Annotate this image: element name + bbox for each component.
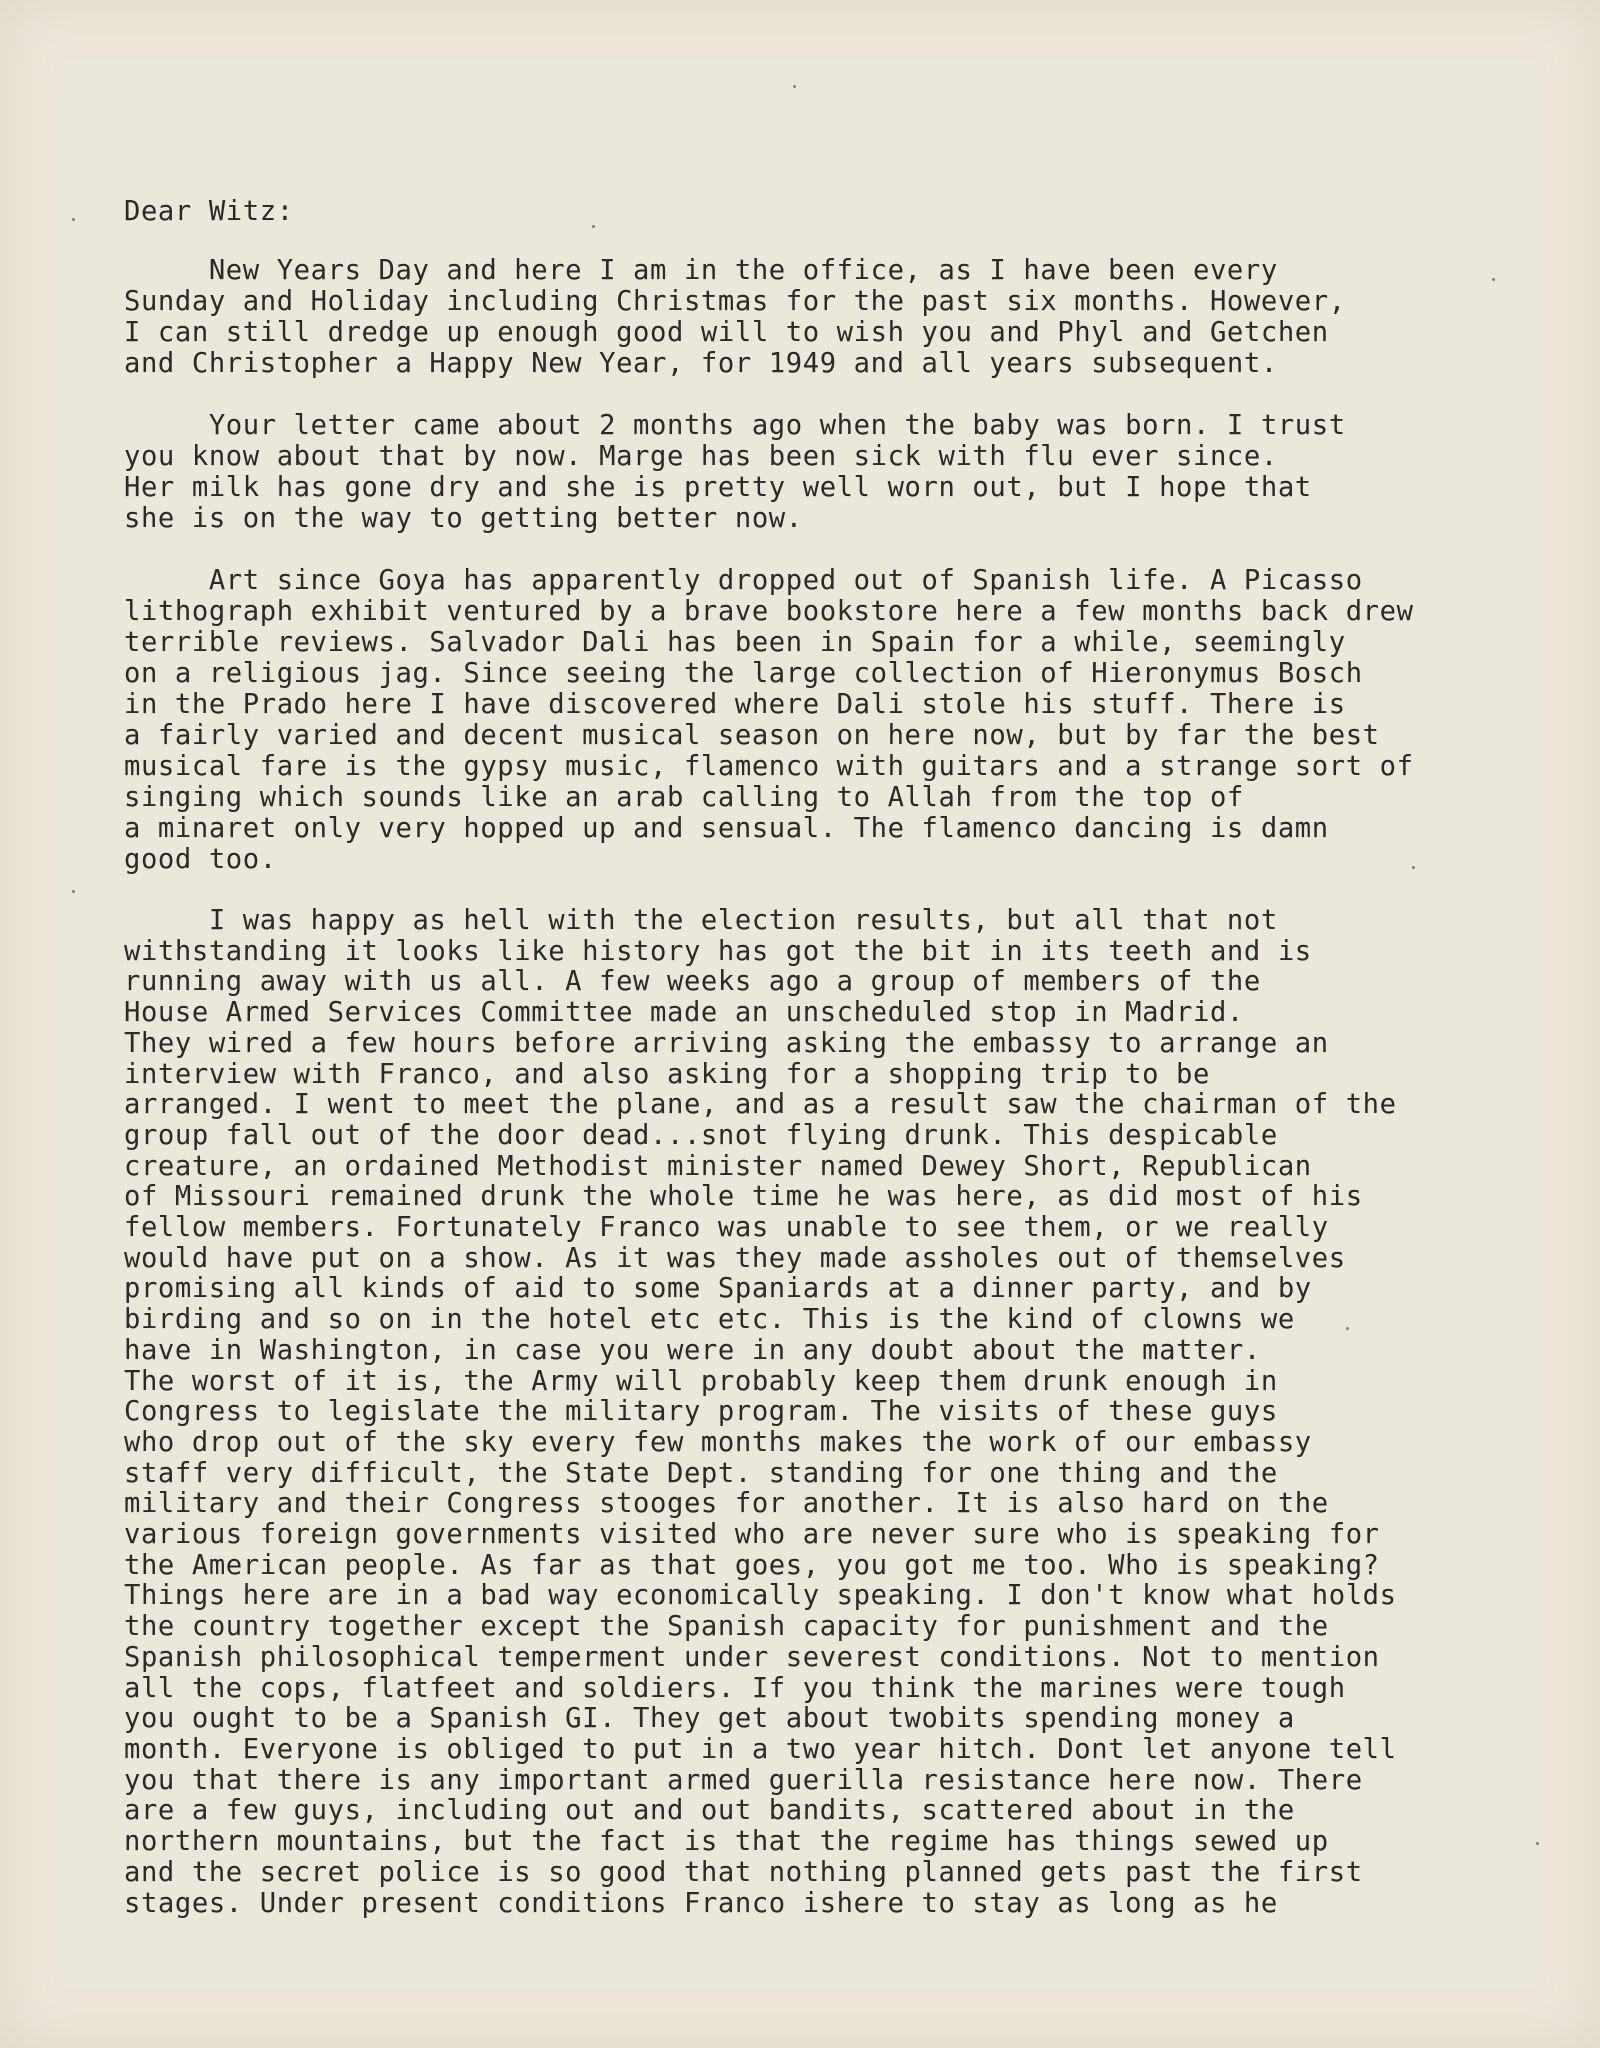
text-line: are a few guys, including out and out bandits, scattered about in the	[124, 1795, 1295, 1827]
text-line: Congress to legislate the military program. The visits of these guys	[124, 1396, 1278, 1428]
text-line: The worst of it is, the Army will probably keep them drunk enough in	[124, 1365, 1278, 1397]
paper-speck	[793, 85, 796, 88]
text-line: creature, an ordained Methodist minister named Dewey Short, Republican	[124, 1150, 1312, 1182]
text-line: in the Prado here I have discovered where Dali stole his stuff. There is	[124, 689, 1346, 720]
text-line: Spanish philosophical temperment under severest conditions. Not to mention	[124, 1641, 1380, 1673]
text-line: Her milk has gone dry and she is pretty well worn out, but I hope that	[124, 472, 1312, 503]
text-line: you ought to be a Spanish GI. They get about twobits spending money a	[124, 1703, 1295, 1735]
letter-body	[124, 196, 1544, 1919]
text-line: and the secret police is so good that nothing planned gets past the first	[124, 1856, 1363, 1888]
text-line: on a religious jag. Since seeing the large collection of Hieronymus Bosch	[124, 658, 1363, 689]
text-line: all the cops, flatfeet and soldiers. If you think the marines were tough	[124, 1672, 1346, 1704]
text-line: lithograph exhibit ventured by a brave bookstore here a few months back drew	[124, 596, 1414, 627]
text-line: running away with us all. A few weeks ago a group of members of the	[124, 966, 1261, 998]
paragraph-art	[124, 565, 1544, 875]
text-line: and Christopher a Happy New Year, for 1949 and all years subsequent.	[124, 348, 1278, 379]
text-line: withstanding it looks like history has got the bit in its teeth and is	[124, 935, 1312, 967]
text-line: Sunday and Holiday including Christmas for the past six months. However,	[124, 286, 1346, 317]
text-line: I was happy as hell with the election results, but all that not	[124, 905, 1278, 936]
text-line: you that there is any important armed guerilla resistance here now. There	[124, 1764, 1363, 1796]
text-line: stages. Under present conditions Franco ishere to stay as long as he	[124, 1887, 1278, 1919]
paragraph-baby	[124, 410, 1544, 534]
paragraph-election	[124, 906, 1544, 1919]
text-line: northern mountains, but the fact is that the regime has things sewed up	[124, 1826, 1329, 1858]
text-line: the American people. As far as that goes, you got me too. Who is speaking?	[124, 1549, 1380, 1581]
text-line: Art since Goya has apparently dropped out of Spanish life. A Picasso	[124, 565, 1363, 596]
text-line: birding and so on in the hotel etc etc. This is the kind of clowns we	[124, 1304, 1295, 1336]
text-line: have in Washington, in case you were in any doubt about the matter.	[124, 1334, 1261, 1366]
text-line: a minaret only very hopped up and sensual. The flamenco dancing is damn	[124, 813, 1329, 844]
text-line: good too.	[124, 844, 277, 875]
text-line: terrible reviews. Salvador Dali has been in Spain for a while, seemingly	[124, 627, 1346, 658]
text-line: singing which sounds like an arab calling to Allah from the top of	[124, 782, 1244, 813]
text-line: of Missouri remained drunk the whole time he was here, as did most of his	[124, 1181, 1363, 1213]
text-line: Things here are in a bad way economically speaking. I don't know what holds	[124, 1580, 1397, 1612]
salutation: Dear Witz:	[124, 196, 294, 227]
text-line: I can still dredge up enough good will to wish you and Phyl and Getchen	[124, 317, 1329, 348]
text-line: musical fare is the gypsy music, flamenco with guitars and a strange sort of	[124, 751, 1414, 782]
text-line: you know about that by now. Marge has been sick with flu ever since.	[124, 441, 1278, 472]
text-line: who drop out of the sky every few months makes the work of our embassy	[124, 1426, 1312, 1458]
text-line: various foreign governments visited who are never sure who is speaking for	[124, 1519, 1380, 1551]
paper-speck	[72, 218, 75, 221]
text-line: New Years Day and here I am in the office, as I have been every	[124, 255, 1278, 286]
text-line: staff very difficult, the State Dept. standing for one thing and the	[124, 1457, 1278, 1489]
text-line: House Armed Services Committee made an unscheduled stop in Madrid.	[124, 997, 1244, 1029]
text-line: would have put on a show. As it was they made assholes out of themselves	[124, 1242, 1346, 1274]
text-line: They wired a few hours before arriving asking the embassy to arrange an	[124, 1027, 1329, 1059]
text-line: fellow members. Fortunately Franco was unable to see them, or we really	[124, 1212, 1329, 1244]
text-line: a fairly varied and decent musical season on here now, but by far the best	[124, 720, 1380, 751]
text-line: promising all kinds of aid to some Spaniards at a dinner party, and by	[124, 1273, 1312, 1305]
text-line: interview with Franco, and also asking for a shopping trip to be	[124, 1058, 1210, 1090]
paper-speck	[72, 890, 75, 893]
text-line: the country together except the Spanish capacity for punishment and the	[124, 1611, 1329, 1643]
text-line: arranged. I went to meet the plane, and as a result saw the chairman of the	[124, 1089, 1397, 1121]
paragraph-new-year	[124, 255, 1544, 379]
text-line: month. Everyone is obliged to put in a two year hitch. Dont let anyone tell	[124, 1733, 1397, 1765]
text-line: military and their Congress stooges for another. It is also hard on the	[124, 1488, 1329, 1520]
text-line: group fall out of the door dead...snot flying drunk. This despicable	[124, 1119, 1278, 1151]
text-line: Your letter came about 2 months ago when the baby was born. I trust	[124, 410, 1346, 441]
text-line: she is on the way to getting better now.	[124, 503, 803, 534]
